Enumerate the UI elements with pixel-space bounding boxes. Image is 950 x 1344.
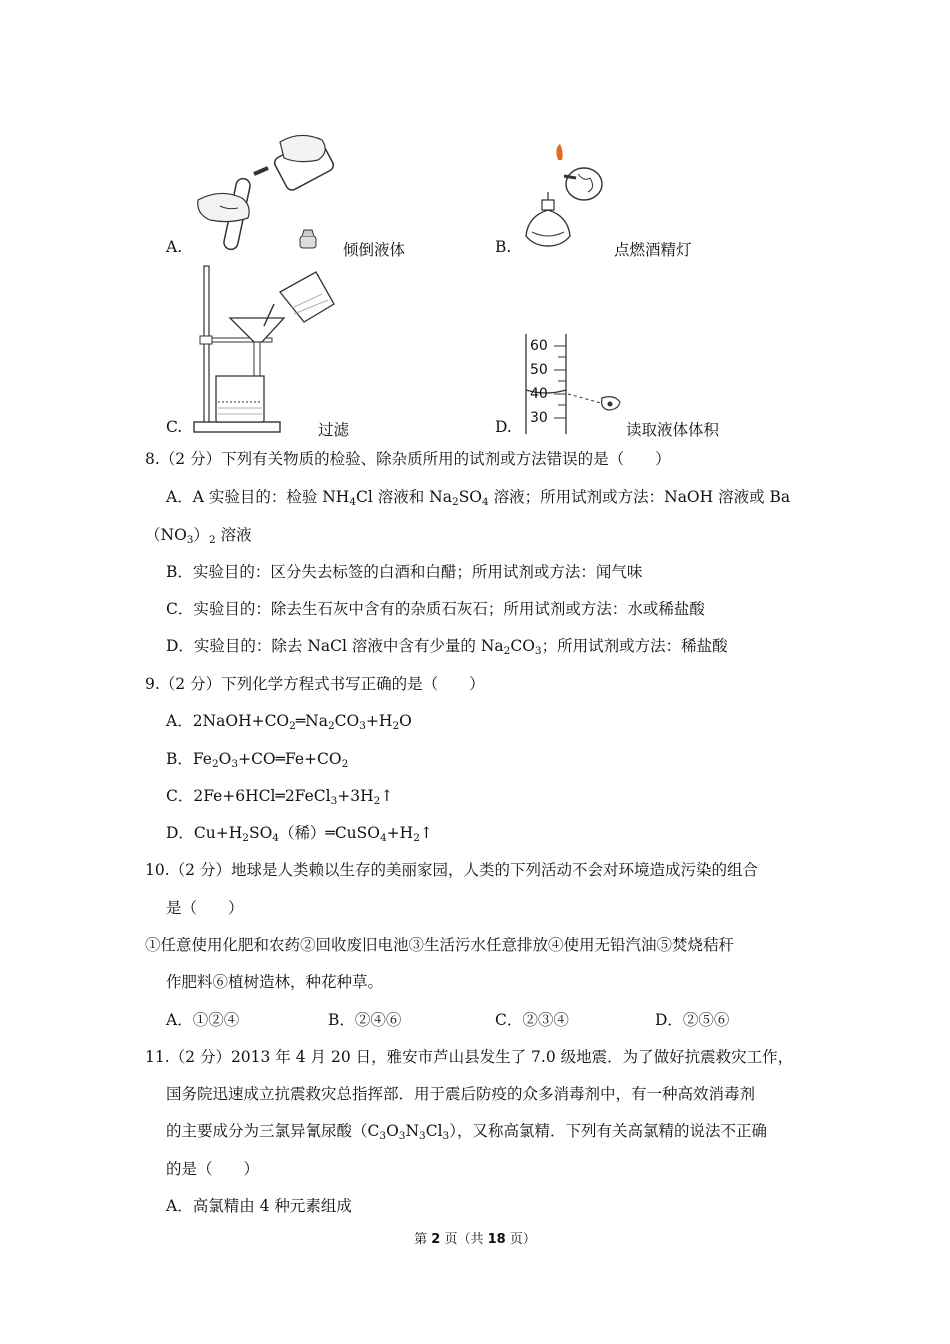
question-10-option-d: D．②⑤⑥ bbox=[655, 1011, 730, 1029]
question-9-stem: 9.（2 分）下列化学方程式书写正确的是（ ） bbox=[145, 675, 485, 693]
question-10-activity-list: ①任意使用化肥和农药②回收废旧电池③生活污水任意排放④使用无铅汽油⑤焚烧秸秆 bbox=[145, 936, 735, 954]
question-8-option-d: D．实验目的：除去 NaCl 溶液中含有少量的 $Na_2CO_3$；所用试剂或方法：稀盐酸 bbox=[166, 637, 728, 657]
question-9-option-a: A．$2NaOH+CO_2═Na_2CO_3+H_2O$ bbox=[166, 712, 412, 732]
page-footer: 第 2 页（共 18 页） bbox=[414, 1232, 536, 1247]
question-8-option-b: B．实验目的：区分失去标签的白酒和白醋；所用试剂或方法：闻气味 bbox=[166, 563, 643, 581]
cylinder-mark-40: 40 bbox=[530, 386, 548, 402]
option-c-letter: C. bbox=[166, 418, 183, 436]
total-page-count: 18 bbox=[487, 1232, 506, 1247]
option-a-caption: 倾倒液体 bbox=[343, 241, 406, 259]
option-d-caption: 读取液体体积 bbox=[626, 421, 720, 439]
option-b-letter: B. bbox=[495, 238, 512, 256]
pouring-liquid-illustration bbox=[190, 128, 350, 256]
option-c-caption: 过滤 bbox=[318, 421, 350, 439]
question-11-stem: 11.（2 分）2013 年 4 月 20 日，雅安市芦山县发生了 7.0 级地震．为了做好抗震救灾工作， bbox=[145, 1048, 794, 1066]
current-page-number: 2 bbox=[431, 1232, 441, 1247]
question-11-stem-line-3: 的主要成分为三氯异氰尿酸$(C_3O_3N_3Cl_3)$，又称高氯精．下列有关高氯精的说法不正确 bbox=[166, 1122, 767, 1142]
question-10-option-a: A．①②④ bbox=[166, 1011, 240, 1029]
question-9-option-c: C．$2Fe+6HCl═2FeCl_3+3H_2↑$ bbox=[166, 787, 394, 807]
question-8-option-a-continued: $(NO_3)_2$ 溶液 bbox=[145, 526, 252, 546]
question-8-stem: 8.（2 分）下列有关物质的检验、除杂质所用的试剂或方法错误的是（ ） bbox=[145, 450, 671, 468]
question-8-option-a: A．A 实验目的：检验 $NH_4Cl$ 溶液和 $Na_2SO_4$ 溶液；所用试剂或方法：NaOH 溶液或 Ba bbox=[166, 488, 791, 508]
option-d-letter: D. bbox=[495, 418, 512, 436]
question-10-stem-continued: 是（ ） bbox=[166, 899, 244, 917]
question-11-stem-line-4: 的是（ ） bbox=[166, 1160, 260, 1178]
cylinder-mark-50: 50 bbox=[530, 362, 548, 378]
alcohol-lamp-illustration bbox=[518, 148, 618, 260]
question-10-activity-list-continued: 作肥料⑥植树造林，种花种草。 bbox=[166, 973, 384, 991]
question-9-option-b: B．$Fe_2O_3+CO═Fe+CO_2$ bbox=[166, 750, 349, 770]
question-8-option-c: C．实验目的：除去生石灰中含有的杂质石灰石；所用试剂或方法：水或稀盐酸 bbox=[166, 600, 705, 618]
question-10-stem: 10.（2 分）地球是人类赖以生存的美丽家园，人类的下列活动不会对环境造成污染的组合 bbox=[145, 861, 758, 879]
question-11-stem-line-2: 国务院迅速成立抗震救灾总指挥部．用于震后防疫的众多消毒剂中，有一种高效消毒剂 bbox=[166, 1085, 756, 1103]
question-9-option-d: D．$Cu+H_2SO_4$（稀）$═CuSO_4+H_2↑$ bbox=[166, 824, 433, 844]
question-10-option-c: C．②③④ bbox=[495, 1011, 569, 1029]
option-a-letter: A. bbox=[166, 238, 183, 256]
option-b-caption: 点燃酒精灯 bbox=[614, 241, 692, 259]
question-10-option-b: B．②④⑥ bbox=[328, 1011, 402, 1029]
cylinder-mark-60: 60 bbox=[530, 338, 548, 354]
filtration-apparatus-illustration bbox=[194, 264, 344, 436]
cylinder-mark-30: 30 bbox=[530, 410, 548, 426]
question-11-option-a: A．高氯精由 4 种元素组成 bbox=[166, 1197, 352, 1215]
